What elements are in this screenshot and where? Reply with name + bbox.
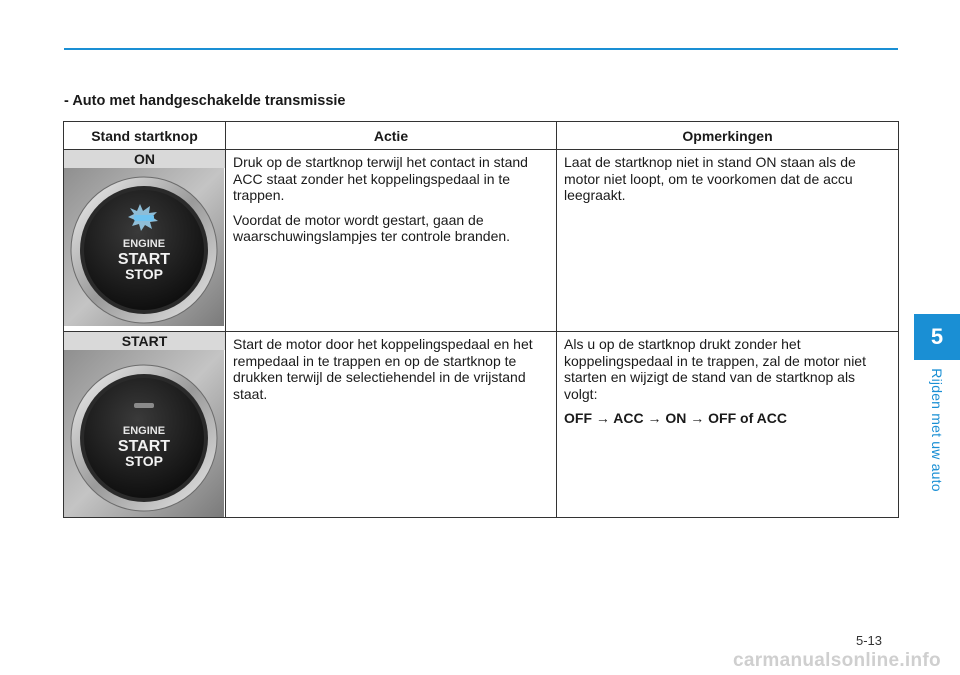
state-sequence: OFF → ACC → ON → OFF of ACC (564, 410, 787, 426)
button-text-stop: STOP (125, 266, 163, 282)
header-state: Stand startknop (64, 122, 226, 150)
chapter-number: 5 (930, 324, 944, 349)
state-label: START (64, 332, 225, 350)
button-text-stop: STOP (125, 453, 163, 469)
state-label: ON (64, 150, 225, 168)
action-text: Voordat de motor wordt gestart, gaan de waarschuwingslampjes ter controle branden. (233, 211, 511, 244)
state-cell (64, 332, 226, 518)
watermark: carmanualsonline.info (733, 650, 941, 671)
action-cell (226, 332, 557, 518)
button-text-engine: ENGINE (122, 238, 166, 250)
button-text-start: START (117, 251, 171, 268)
header-remarks: Opmerkingen (557, 122, 899, 150)
start-stop-button-icon (64, 168, 224, 326)
table-row (64, 150, 899, 332)
start-button-image (64, 350, 225, 517)
section-heading: - Auto met handgeschakelde transmissie (64, 93, 346, 109)
action-text: Druk op de startknop terwijl het contact in stand ACC staat zonder het koppelingspedaal in te trappen. (233, 154, 528, 203)
start-button-table (63, 121, 899, 518)
remarks-text: Laat de startknop niet in stand ON staan als de motor niet loopt, om te voorkomen dat de accu leegraakt. (564, 154, 856, 203)
button-text-engine: ENGINE (122, 425, 166, 437)
remarks-cell (557, 150, 899, 332)
chapter-tab (914, 314, 960, 360)
header-action: Actie (226, 122, 557, 150)
action-cell (226, 150, 557, 332)
state-cell (64, 150, 226, 332)
remarks-text: Als u op de startknop drukt zonder het koppelingspedaal in te trappen, zal de motor niet starten en wijzigt de stand van de startknop als volgt: (564, 336, 866, 402)
page-number: 5-13 (856, 633, 883, 648)
table-row (64, 332, 899, 518)
top-rule (64, 48, 898, 50)
action-text: Start de motor door het koppelingspedaal en het rempedaal in te trappen en op de startknop te drukken terwijl de selectiehendel in de vrijstand staat. (233, 336, 533, 402)
table-header-row (64, 122, 899, 150)
button-text-start: START (117, 438, 171, 455)
start-stop-button-icon (64, 350, 224, 517)
chapter-title: Rijden met uw auto (929, 368, 945, 492)
start-button-image (64, 168, 225, 326)
remarks-cell (557, 332, 899, 518)
